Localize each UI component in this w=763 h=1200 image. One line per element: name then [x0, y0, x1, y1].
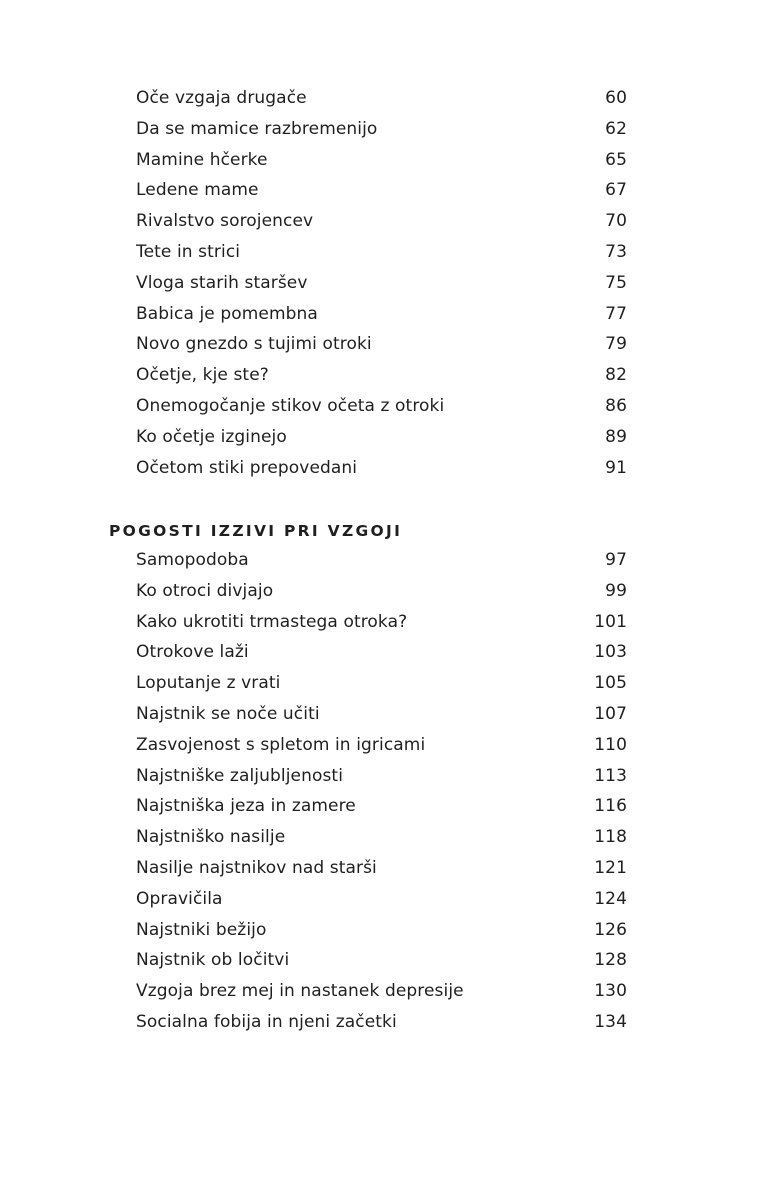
toc-entry-page: 103: [594, 642, 627, 663]
toc-entry-page: 62: [605, 118, 627, 139]
toc-entry-title: Da se mamice razbremenijo: [136, 118, 378, 139]
toc-entry: [136, 396, 627, 427]
toc-entry-title: Očetje, kje ste?: [136, 365, 269, 386]
toc-entry-page: 60: [605, 88, 627, 108]
toc-entry-page: 124: [594, 888, 627, 909]
toc-entry-page: 65: [605, 149, 627, 170]
toc-entry: [136, 550, 627, 581]
toc-entry-title: Vloga starih staršev: [136, 272, 308, 293]
toc-list-part2: [136, 550, 627, 1043]
toc-entry-page: 128: [594, 950, 627, 971]
toc-entry-page: 107: [594, 703, 627, 724]
toc-entry: [136, 673, 627, 704]
toc-entry-page: 77: [605, 303, 627, 324]
toc-entry: [136, 211, 627, 242]
toc-entry: [136, 427, 627, 458]
toc-entry: [136, 273, 627, 304]
toc-entry: [136, 950, 627, 981]
toc-entry-title: Najstnik ob ločitvi: [136, 950, 290, 971]
toc-entry-page: 97: [605, 550, 627, 570]
toc-entry: [136, 458, 627, 489]
toc-entry-title: Socialna fobija in njeni začetki: [136, 1011, 397, 1032]
section-heading: POGOSTI IZZIVI PRI VZGOJI: [109, 522, 403, 540]
toc-entry-title: Najstniška jeza in zamere: [136, 796, 356, 817]
toc-entry-title: Vzgoja brez mej in nastanek depresije: [136, 981, 464, 1002]
toc-entry-page: 67: [605, 180, 627, 201]
toc-entry-title: Kako ukrotiti trmastega otroka?: [136, 611, 408, 632]
toc-entry-title: Loputanje z vrati: [136, 673, 281, 694]
toc-entry: [136, 242, 627, 273]
toc-entry-page: 89: [605, 426, 627, 447]
toc-entry: [136, 889, 627, 920]
toc-entry-title: Otrokove laži: [136, 642, 249, 663]
toc-entry: [136, 1012, 627, 1043]
toc-entry-title: Novo gnezdo s tujimi otroki: [136, 334, 372, 355]
toc-entry-title: Rivalstvo sorojencev: [136, 211, 314, 232]
toc-entry: [136, 180, 627, 211]
toc-entry-page: 101: [594, 611, 627, 632]
toc-entry-page: 75: [605, 272, 627, 293]
toc-entry-page: 73: [605, 241, 627, 262]
toc-entry-page: 130: [594, 981, 627, 1002]
toc-entry: [136, 612, 627, 643]
toc-entry-title: Zasvojenost s spletom in igricami: [136, 734, 426, 755]
toc-entry: [136, 150, 627, 181]
toc-entry-page: 118: [594, 827, 627, 848]
toc-entry: [136, 735, 627, 766]
toc-entry: [136, 642, 627, 673]
toc-entry: [136, 704, 627, 735]
toc-entry-title: Najstniške zaljubljenosti: [136, 765, 344, 786]
toc-entry-title: Očetom stiki prepovedani: [136, 457, 358, 478]
toc-entry-title: Ko otroci divjajo: [136, 580, 274, 601]
toc-entry-title: Tete in strici: [136, 241, 241, 262]
toc-entry-page: 79: [605, 334, 627, 355]
toc-entry-page: 116: [594, 796, 627, 817]
toc-entry: [136, 796, 627, 827]
toc-entry: [136, 858, 627, 889]
toc-entry-page: 121: [594, 857, 627, 878]
toc-entry: [136, 88, 627, 119]
toc-entry-page: 86: [605, 395, 627, 416]
toc-entry-page: 113: [594, 765, 627, 786]
toc-list-part1: [136, 88, 627, 488]
toc-entry-page: 70: [605, 211, 627, 232]
toc-entry: [136, 981, 627, 1012]
toc-entry: [136, 365, 627, 396]
toc-entry-title: Nasilje najstnikov nad starši: [136, 857, 377, 878]
toc-entry-title: Najstniško nasilje: [136, 827, 286, 848]
toc-entry-title: Opravičila: [136, 888, 223, 909]
toc-entry-title: Onemogočanje stikov očeta z otroki: [136, 395, 445, 416]
toc-entry-title: Babica je pomembna: [136, 303, 318, 324]
toc-entry-title: Ko očetje izginejo: [136, 426, 287, 447]
toc-entry-title: Najstnik se noče učiti: [136, 703, 320, 724]
toc-entry-page: 99: [605, 580, 627, 601]
toc-entry-page: 82: [605, 365, 627, 386]
toc-entry-page: 110: [594, 734, 627, 755]
toc-entry: [136, 920, 627, 951]
toc-entry: [136, 581, 627, 612]
toc-entry-page: 105: [594, 673, 627, 694]
toc-entry-title: Mamine hčerke: [136, 149, 268, 170]
toc-entry: [136, 119, 627, 150]
toc-entry-page: 126: [594, 919, 627, 940]
toc-entry-page: 91: [605, 457, 627, 478]
toc-entry-title: Najstniki bežijo: [136, 919, 267, 940]
toc-entry-title: Oče vzgaja drugače: [136, 88, 307, 108]
toc-entry-title: Ledene mame: [136, 180, 259, 201]
toc-entry: [136, 334, 627, 365]
toc-entry: [136, 827, 627, 858]
toc-entry: [136, 766, 627, 797]
toc-entry: [136, 304, 627, 335]
toc-entry-title: Samopodoba: [136, 550, 249, 570]
toc-entry-page: 134: [594, 1011, 627, 1032]
